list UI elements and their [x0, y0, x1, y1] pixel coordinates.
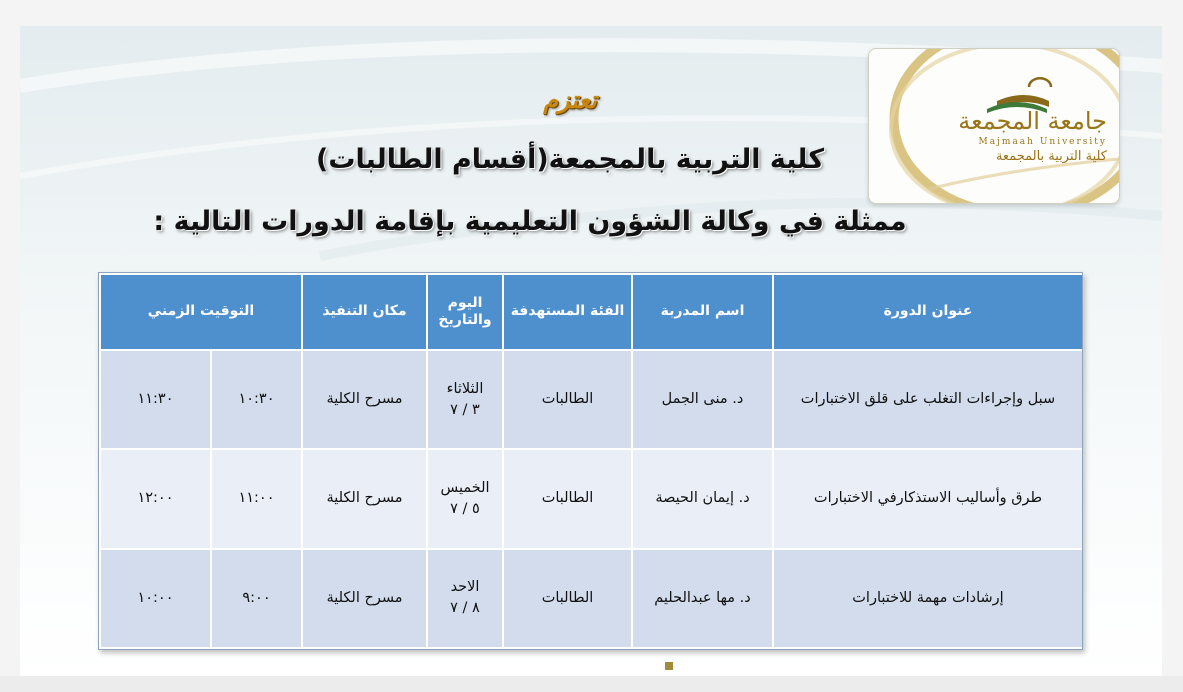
header-trainer: اسم المدربة — [632, 274, 773, 350]
trainer-name: د. مها عبدالحليم — [632, 549, 773, 648]
logo-arabic-name: جامعة المجمعة — [958, 107, 1107, 135]
university-logo — [868, 48, 1120, 204]
day-date-cell — [427, 549, 503, 648]
title-college: كلية التربية بالمجمعة(أقسام الطالبات) — [315, 144, 825, 175]
date-value: ٨ / ٧ — [450, 600, 480, 617]
day-name: الثلاثاء — [446, 380, 484, 397]
end-time: ١١:٣٠ — [100, 350, 211, 449]
course-title: طرق وأساليب الاستذكارفي الاختبارات — [773, 449, 1083, 548]
start-time: ١١:٠٠ — [211, 449, 302, 548]
day-name: الاحد — [450, 579, 480, 596]
table-row — [100, 549, 1083, 648]
date-value: ٣ / ٧ — [450, 401, 480, 418]
course-title: إرشادات مهمة للاختبارات — [773, 549, 1083, 648]
trainer-name: د. منى الجمل — [632, 350, 773, 449]
header-venue: مكان التنفيذ — [302, 274, 427, 350]
table-row — [100, 449, 1083, 548]
slide — [20, 26, 1162, 676]
title-agency: ممثلة في وكالة الشؤون التعليمية بإقامة الدورات التالية : — [153, 206, 907, 237]
logo-college-name: كلية التربية بالمجمعة — [995, 149, 1107, 164]
start-time: ٩:٠٠ — [211, 549, 302, 648]
day-date-cell — [427, 449, 503, 548]
venue: مسرح الكلية — [302, 350, 427, 449]
target-audience: الطالبات — [503, 449, 632, 548]
end-time: ١٠:٠٠ — [100, 549, 211, 648]
header-title: عنوان الدورة — [773, 274, 1083, 350]
course-title: سبل وإجراءات التغلب على قلق الاختبارات — [773, 350, 1083, 449]
venue: مسرح الكلية — [302, 549, 427, 648]
header-timing: التوقيت الزمني — [100, 274, 302, 350]
title-intends: تعتزم — [543, 86, 597, 114]
table-row — [100, 350, 1083, 449]
trainer-name: د. إيمان الحيصة — [632, 449, 773, 548]
venue: مسرح الكلية — [302, 449, 427, 548]
date-value: ٥ / ٧ — [450, 500, 480, 517]
table-header-row — [100, 274, 1083, 350]
day-date-cell — [427, 350, 503, 449]
logo-english-name: Majmaah University — [978, 137, 1107, 147]
header-day-date: اليوم والتاريخ — [427, 274, 503, 350]
bottom-bar — [0, 676, 1183, 692]
day-name: الخميس — [440, 479, 490, 496]
slide-marker — [665, 662, 673, 670]
end-time: ١٢:٠٠ — [100, 449, 211, 548]
start-time: ١٠:٣٠ — [211, 350, 302, 449]
target-audience: الطالبات — [503, 549, 632, 648]
target-audience: الطالبات — [503, 350, 632, 449]
courses-table — [99, 273, 1084, 649]
header-audience: الفئة المستهدفة — [503, 274, 632, 350]
